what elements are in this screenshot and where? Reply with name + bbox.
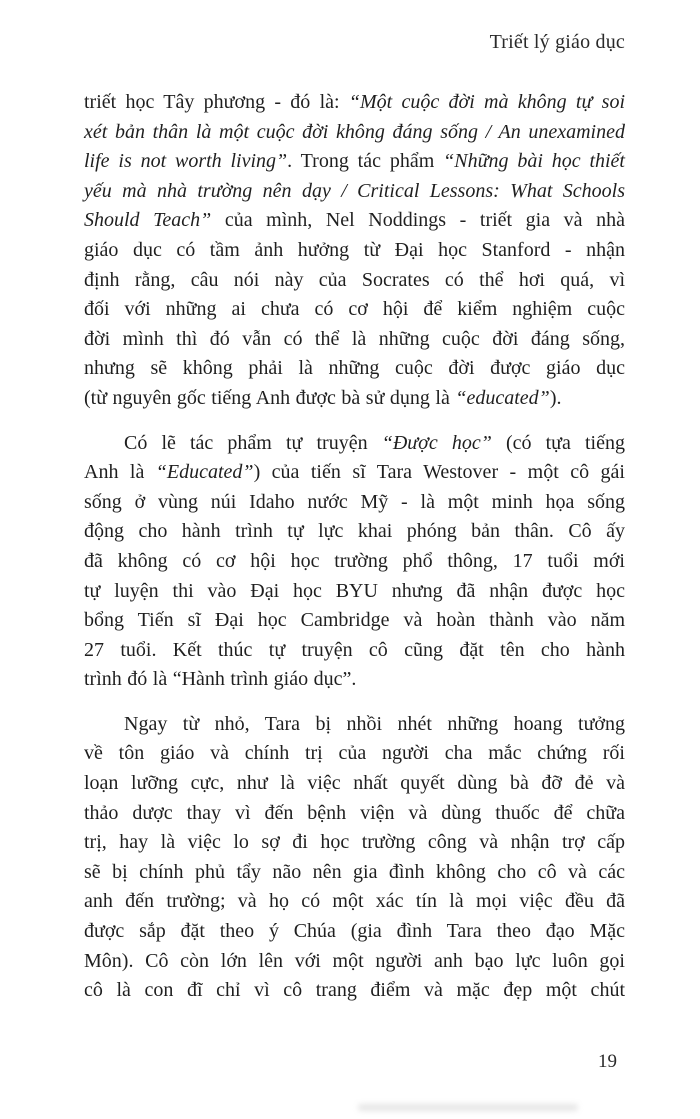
italic-text: yếu mà nhà trường nên dạy / Critical Lessons: What Schools	[84, 179, 625, 202]
text-line	[84, 739, 625, 769]
text-line	[84, 384, 625, 414]
text-line	[84, 88, 625, 118]
regular-text: thảo dược thay vì đến bệnh viện và dùng thuốc để chữa	[84, 801, 625, 824]
regular-text: (có tựa tiếng	[491, 431, 625, 454]
regular-text: về tôn giáo và chính trị của người cha mắc chứng rối	[84, 742, 625, 765]
regular-text: ).	[549, 386, 562, 409]
text-line	[84, 917, 625, 947]
text-line	[84, 295, 625, 325]
regular-text: định rằng, câu nói này của Socrates có thể hơi quá, vì	[84, 268, 625, 291]
paragraph	[84, 88, 625, 414]
regular-text: đối với những ai chưa có cơ hội để kiểm nghiệm cuộc	[84, 298, 625, 321]
text-line	[84, 206, 625, 236]
text-line	[84, 828, 625, 858]
italic-text: Should Teach”	[84, 209, 212, 232]
regular-text: trị, hay là việc lo sợ đi học trường công và nhận trợ cấp	[84, 831, 625, 854]
regular-text: Có lẽ tác phẩm tự truyện	[124, 431, 382, 454]
regular-text: cô là con đĩ chỉ vì cô trang điểm và mặc đẹp một chút	[84, 979, 625, 1002]
regular-text: được sắp đặt theo ý Chúa (gia đình Tara theo đạo Mặc	[84, 920, 625, 943]
regular-text: giáo dục có tầm ảnh hưởng từ Đại học Stanford - nhận	[84, 238, 625, 261]
italic-text: “Được học”	[381, 431, 492, 454]
regular-text: anh đến trường; và họ có một xác tín là mọi việc đều đã	[84, 890, 625, 913]
text-line	[84, 710, 625, 740]
text-line	[84, 799, 625, 829]
regular-text: nhưng sẽ không phải là những cuộc đời được giáo dục	[84, 357, 625, 380]
regular-text: Môn). Cô còn lớn lên với một người anh bạo lực luôn gọi	[84, 949, 625, 972]
text-line	[84, 887, 625, 917]
text-line	[84, 577, 625, 607]
text-line	[84, 947, 625, 977]
text-line	[84, 325, 625, 355]
italic-text: “Một cuộc đời mà không tự soi	[348, 91, 625, 113]
text-line	[84, 429, 625, 459]
text-line	[84, 147, 625, 177]
text-line	[84, 858, 625, 888]
italic-text: xét bản thân là một cuộc đời không đáng sống / An unexamined	[84, 120, 625, 143]
text-line	[84, 236, 625, 266]
regular-text: (từ nguyên gốc tiếng Anh được bà sử dụng là	[84, 386, 456, 409]
regular-text: Ngay từ nhỏ, Tara bị nhồi nhét những hoang tưởng	[124, 712, 625, 735]
text-line	[84, 547, 625, 577]
text-line	[84, 458, 625, 488]
text-line	[84, 266, 625, 296]
italic-text: “Những bài học thiết	[443, 150, 625, 173]
paragraph	[84, 429, 625, 695]
text-line	[84, 976, 625, 1006]
regular-text: bổng Tiến sĩ Đại học Cambridge và hoàn thành vào năm	[84, 609, 625, 632]
regular-text: ) của tiến sĩ Tara Westover - một cô gái	[253, 461, 625, 484]
regular-text: tự luyện thi vào Đại học BYU nhưng đã nhận được học	[84, 579, 625, 602]
page-body	[84, 88, 625, 1006]
text-line	[84, 488, 625, 518]
paragraph	[84, 710, 625, 1006]
text-line	[84, 769, 625, 799]
italic-text: “educated”	[455, 386, 550, 409]
text-line	[84, 177, 625, 207]
italic-text: “Educated”	[155, 461, 254, 484]
text-line	[84, 665, 625, 695]
regular-text: trình đó là “Hành trình giáo dục”.	[84, 668, 357, 691]
regular-text: Anh là	[84, 461, 156, 484]
regular-text: triết học Tây phương - đó là:	[84, 91, 349, 113]
regular-text: 27 tuổi. Kết thúc tự truyện cô cũng đặt tên cho hành	[84, 638, 625, 661]
text-line	[84, 118, 625, 148]
regular-text: sẽ bị chính phủ tẩy não nên gia đình không cho cô và các	[84, 860, 625, 883]
text-line	[84, 354, 625, 384]
running-header: Triết lý giáo dục	[489, 31, 625, 53]
scan-artifact	[358, 1104, 578, 1111]
regular-text: sống ở vùng núi Idaho nước Mỹ - là một minh họa sống	[84, 490, 625, 513]
regular-text: đời mình thì đó vẫn có thể là những cuộc đời đáng sống,	[84, 327, 625, 350]
text-line	[84, 606, 625, 636]
page-number: 19	[598, 1051, 617, 1072]
regular-text: đã không có cơ hội học trường phổ thông, 17 tuổi mới	[84, 549, 625, 572]
italic-text: life is not worth living”	[84, 150, 288, 173]
regular-text: động cho hành trình tự lực khai phóng bản thân. Cô ấy	[84, 520, 625, 543]
text-line	[84, 517, 625, 547]
regular-text: . Trong tác phẩm	[287, 150, 444, 173]
text-line	[84, 636, 625, 666]
regular-text: của mình, Nel Noddings - triết gia và nhà	[211, 209, 625, 232]
regular-text: loạn lưỡng cực, như là việc nhất quyết dùng bà đỡ đẻ và	[84, 772, 625, 795]
